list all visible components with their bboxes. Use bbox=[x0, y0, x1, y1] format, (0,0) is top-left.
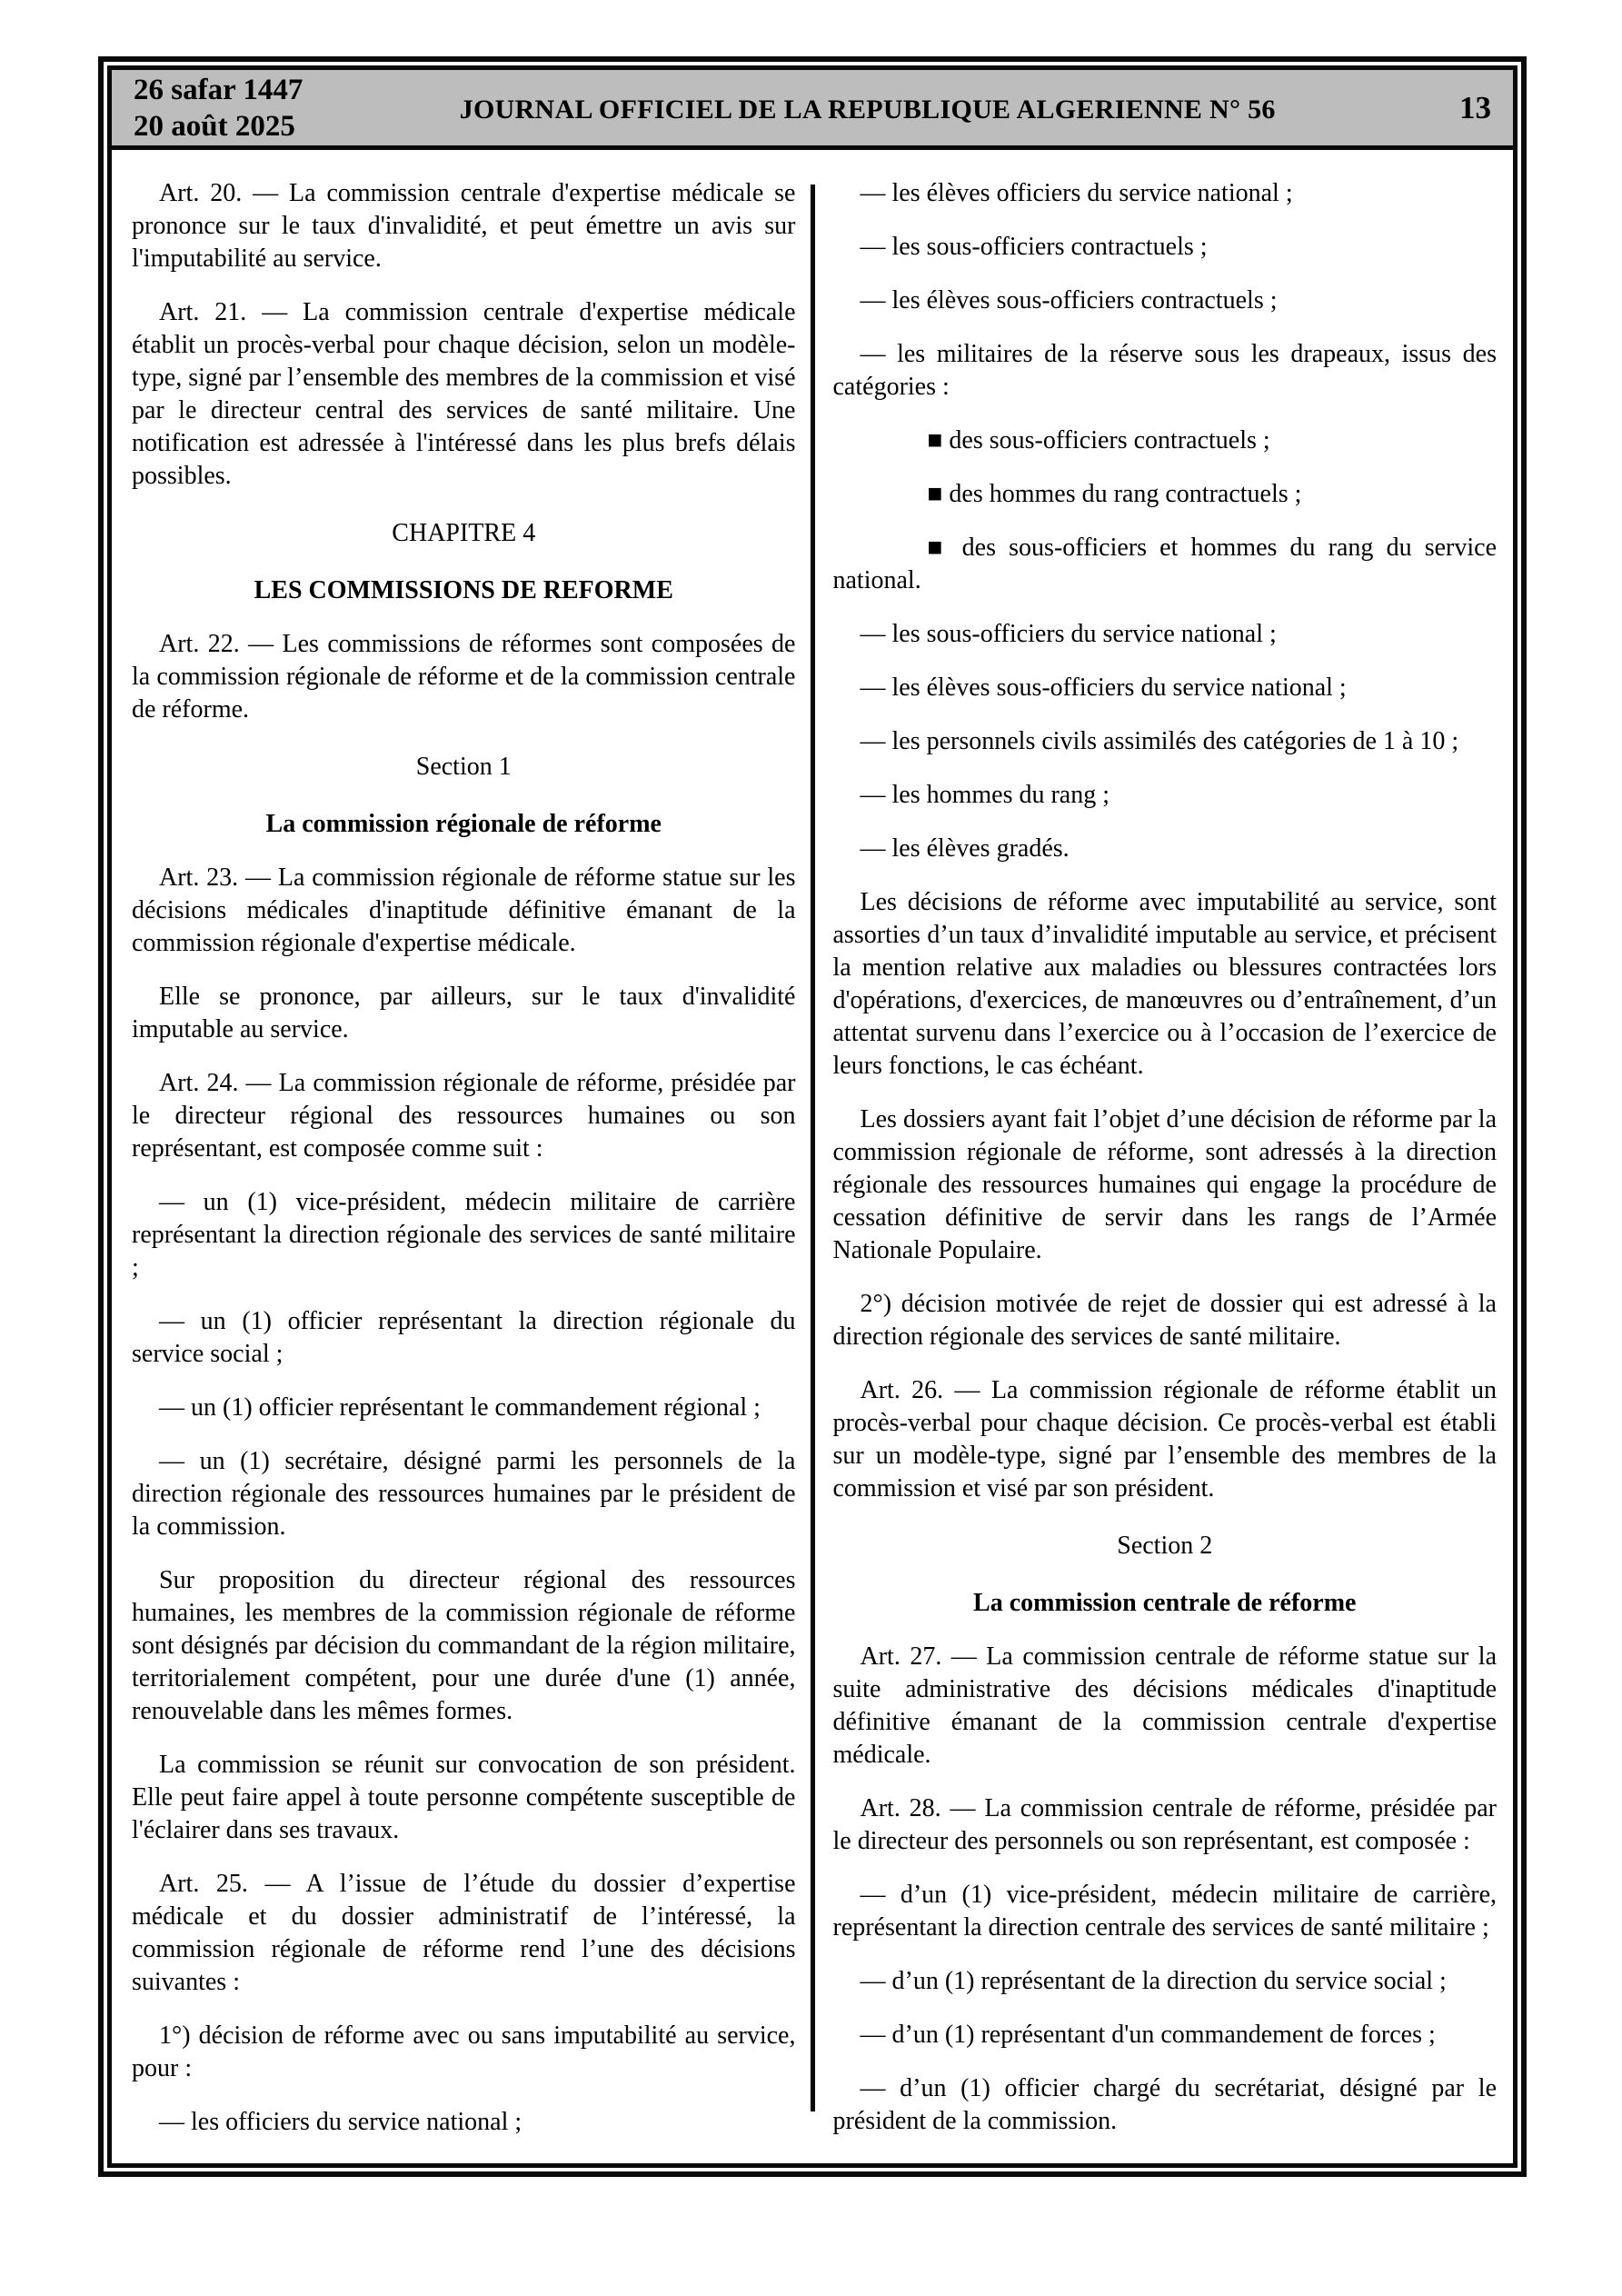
text-block-center: CHAPITRE 4 bbox=[392, 519, 536, 547]
text-block-par: Art. 21. — La commission centrale d'expertise médicale établit un procès-verbal pour chaque décision, selon un modèle-type, signé par l’ensemble des membres de la commission et visé par le directeur central des services de santé militaire. Une notification est adressée à l'intéressé dans les plus brefs délais possibles. bbox=[132, 298, 796, 490]
text-block-par: — d’un (1) représentant d'un commandement de forces ; bbox=[860, 2021, 1436, 2049]
text-block-par: Art. 26. — La commission régionale de réforme établit un procès-verbal pour chaque décision. Ce procès-verbal est établi sur un modèle-type, signé par l’ensemble des membres de la commission et visé par son président. bbox=[832, 1376, 1497, 1502]
text-block-par: Les dossiers ayant fait l’objet d’une décision de réforme par la commission régionale de réforme, sont adressés à la direction régionale des ressources humaines qui engage la procédure de cessation définitive de servir dans les rangs de l’Armée Nationale Populaire. bbox=[832, 1105, 1497, 1264]
journal-title: JOURNAL OFFICIEL DE LA REPUBLIQUE ALGERIENNE N° 56 bbox=[459, 94, 1276, 125]
text-block-par: — les personnels civils assimilés des catégories de 1 à 10 ; bbox=[860, 727, 1459, 755]
text-block-par: Les décisions de réforme avec imputabilité au service, sont assorties d’un taux d’invalidité imputable au service, et précisent la mention relative aux maladies ou blessures contractées lors d'opérations, d'exercices, de manœuvres ou d’entraînement, d’un attentat survenu dans l’exercice ou à l’occasion de l’exercice de leurs fonctions, le cas échéant. bbox=[832, 888, 1497, 1080]
text-block-par: — un (1) officier représentant le commandement régional ; bbox=[159, 1393, 761, 1422]
text-block-bullet: ■ des sous-officiers contractuels ; bbox=[927, 426, 1270, 454]
text-block-par: — les élèves officiers du service national ; bbox=[860, 179, 1293, 207]
left-column bbox=[112, 150, 811, 2139]
text-block-bullet: ■ des sous-officiers et hommes du rang du service national. bbox=[832, 534, 1497, 594]
text-block-par: — d’un (1) vice-président, médecin militaire de carrière, représentant la direction centrale des services de santé militaire ; bbox=[832, 1881, 1497, 1942]
text-block-par: — les élèves sous-officiers contractuels ; bbox=[860, 286, 1278, 314]
text-block-par: Art. 25. — A l’issue de l’étude du dossier d’expertise médicale et du dossier administratif de l’intéressé, la commission régionale de réforme rend l’une des décisions suivantes : bbox=[132, 1870, 796, 1996]
text-block-par: Elle se prononce, par ailleurs, sur le taux d'invalidité imputable au service. bbox=[132, 983, 796, 1043]
date-gregorian: 20 août 2025 bbox=[134, 109, 295, 143]
text-block-par: Art. 20. — La commission centrale d'expertise médicale se prononce sur le taux d'invalidité, et peut émettre un avis sur l'imputabilité au service. bbox=[132, 179, 796, 273]
text-block-center: Section 1 bbox=[415, 753, 512, 781]
text-block-par: — un (1) officier représentant la direction régionale du service social ; bbox=[132, 1307, 796, 1368]
text-block-par: 1°) décision de réforme avec ou sans imputabilité au service, pour : bbox=[132, 2021, 796, 2082]
text-block-par: — d’un (1) représentant de la direction du service social ; bbox=[860, 1967, 1447, 1995]
text-block-center_bold: La commission centrale de réforme bbox=[973, 1589, 1357, 1617]
text-block-par: — les élèves sous-officiers du service national ; bbox=[860, 674, 1347, 702]
right-column bbox=[815, 150, 1514, 2139]
text-block-par: — les hommes du rang ; bbox=[860, 781, 1110, 809]
text-block-center_bold: LES COMMISSIONS DE REFORME bbox=[254, 576, 673, 604]
text-block-par: — les officiers du service national ; bbox=[159, 2108, 522, 2136]
text-block-par: — un (1) secrétaire, désigné parmi les personnels de la direction régionale des ressources humaines par le président de la commission. bbox=[132, 1447, 796, 1541]
text-block-center: Section 2 bbox=[1117, 1532, 1213, 1560]
issue-dates bbox=[134, 72, 303, 145]
text-block-par: — les militaires de la réserve sous les drapeaux, issus des catégories : bbox=[832, 340, 1497, 401]
text-block-par: Art. 23. — La commission régionale de réforme statue sur les décisions médicales d'inaptitude définitive émanant de la commission régionale d'expertise médicale. bbox=[132, 863, 796, 957]
text-block-par: — les sous-officiers contractuels ; bbox=[860, 233, 1208, 261]
text-block-par: Art. 27. — La commission centrale de réforme statue sur la suite administrative des décisions médicales d'inaptitude définitive émanant de la commission centrale d'expertise médicale. bbox=[832, 1642, 1497, 1769]
page-number: 13 bbox=[1459, 89, 1491, 125]
text-block-par: Art. 22. — Les commissions de réformes sont composées de la commission régionale de réforme et de la commission centrale de réforme. bbox=[132, 630, 796, 724]
text-block-bullet: ■ des hommes du rang contractuels ; bbox=[927, 480, 1302, 508]
text-block-par: — les élèves gradés. bbox=[860, 834, 1070, 863]
text-block-par: La commission se réunit sur convocation de son président. Elle peut faire appel à toute personne compétente susceptible de l'éclairer dans ses travaux. bbox=[132, 1751, 796, 1844]
text-block-par: 2°) décision motivée de rejet de dossier qui est adressé à la direction régionale des services de santé militaire. bbox=[832, 1290, 1497, 1351]
text-block-par: Sur proposition du directeur régional des ressources humaines, les membres de la commission régionale de réforme sont désignés par décision du commandant de la région militaire, territorialement compétent, pour une durée d'une (1) année, renouvelable dans les mêmes formes. bbox=[132, 1566, 796, 1725]
text-block-par: Art. 24. — La commission régionale de réforme, présidée par le directeur régional des ressources humaines ou son représentant, est composée comme suit : bbox=[132, 1069, 796, 1163]
text-block-par: — les sous-officiers du service national ; bbox=[860, 620, 1277, 648]
text-block-par: Art. 28. — La commission centrale de réforme, présidée par le directeur des personnels ou son représentant, est composée : bbox=[832, 1794, 1497, 1855]
text-block-par: — d’un (1) officier chargé du secrétariat, désigné par le président de la commission. bbox=[832, 2074, 1497, 2135]
page-outer-frame bbox=[98, 56, 1527, 2177]
page-header bbox=[112, 70, 1513, 150]
text-block-center_bold: La commission régionale de réforme bbox=[265, 810, 662, 838]
body-columns bbox=[112, 150, 1513, 2139]
text-block-par: — un (1) vice-président, médecin militaire de carrière représentant la direction régionale des services de santé militaire ; bbox=[132, 1188, 796, 1282]
date-hijri: 26 safar 1447 bbox=[134, 73, 304, 106]
page-inner-frame bbox=[107, 65, 1518, 2168]
